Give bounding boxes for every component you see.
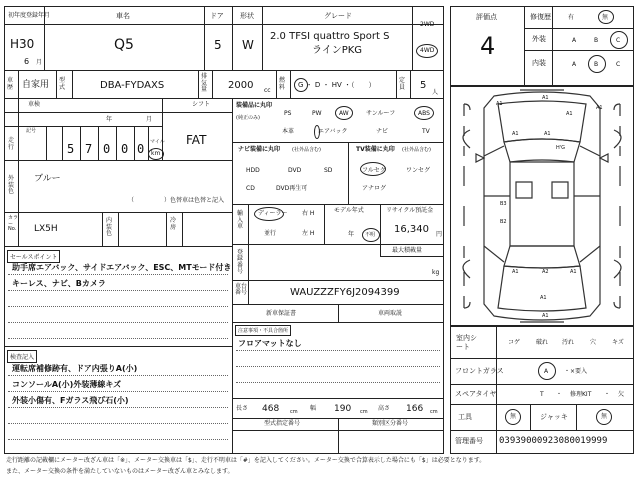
recycle-deposit-label: リサイクル預託金 — [386, 207, 434, 214]
mileage-digit-3: 0 — [103, 142, 111, 156]
seat-label: 室内シート — [456, 334, 477, 351]
sales-point-line2: キーレス、ナビ、Bカメラ — [12, 279, 106, 288]
use-value: 自家用 — [22, 80, 50, 90]
equip-abs: ABS — [418, 110, 430, 117]
inspection-label: 車検 — [28, 101, 41, 108]
equip-ps: PS — [284, 110, 292, 117]
navi-dvd-play: DVD再生可 — [276, 185, 308, 192]
interior-grade-c: C — [616, 61, 621, 68]
damage-mark-12: A1 — [570, 269, 577, 275]
shift-value: FAT — [186, 133, 207, 147]
equip-sunroof: サンルーフ — [366, 110, 396, 117]
grade-line2: ラインPKG — [312, 45, 363, 56]
cc-unit: cc — [264, 87, 271, 94]
damage-mark-10: A1 — [512, 269, 519, 275]
spare-tire-kit: 修理KIT — [570, 391, 592, 398]
width-value: 190 — [334, 404, 352, 414]
notes-value: フロアマットなし — [238, 339, 302, 348]
jack-label: ジャッキ — [540, 413, 568, 421]
equipment-label: 装備品に丸印 — [236, 102, 273, 109]
height-label: 高さ — [378, 405, 391, 412]
sales-point-label: セールスポイント — [7, 250, 60, 263]
equip-airbag: エアバック — [318, 128, 348, 135]
damage-mark-3: A1 — [596, 105, 603, 111]
navi-sub: (社外品含む) — [292, 147, 321, 153]
equipment-sub: (純正のみ) — [236, 115, 260, 121]
recycle-label: 冷房 — [170, 217, 177, 231]
equip-pw: PW — [312, 110, 322, 117]
month-suffix: 月 — [36, 59, 43, 66]
seat-tear: 破れ — [536, 339, 549, 346]
tv-analog: アナログ — [362, 185, 387, 192]
grade-label: グレード — [324, 12, 352, 20]
door-count: 5 — [214, 38, 222, 52]
color-value: ブルー — [34, 174, 61, 184]
inspector-note-2: コンソールA(小)外装薄線キズ — [12, 380, 122, 389]
model-year-year: 年 — [348, 231, 355, 238]
score-label: 評価点 — [476, 13, 497, 21]
equip-aw: AW — [339, 110, 349, 117]
seat-dirt: 汚れ — [562, 339, 575, 346]
repair-yes: 有 — [568, 14, 575, 21]
damage-mark-2: A1 — [496, 101, 503, 107]
notes-label: 注意事項・不具合箇所 — [235, 325, 291, 336]
damage-mark-14: A1 — [542, 313, 549, 319]
interior-color-label: 内装色 — [106, 217, 113, 238]
control-no-value: 03939000923080019999 — [499, 436, 608, 446]
cc-value: 2000 — [228, 80, 254, 91]
exterior-label: 外装 — [532, 35, 546, 43]
import-dealer: ディーラー — [258, 210, 288, 217]
recycle-deposit-value: 16,340 — [394, 224, 429, 235]
length-label: 長さ — [236, 405, 249, 412]
door-label: ドア — [210, 12, 224, 20]
model-year-unknown: 不明 — [365, 232, 376, 238]
equip-navi: ナビ — [376, 128, 389, 135]
max-load-unit: kg — [432, 269, 440, 276]
warranty-new-car: 新車保証書 — [266, 310, 297, 317]
length-unit: cm — [290, 409, 298, 415]
month-value: 6 — [24, 57, 30, 66]
spare-tire-dot1: ・ — [556, 391, 563, 398]
footer-line2: また、メーター交換の条件を満たしていないものはメーター改ざん車とみなします。 — [6, 468, 234, 475]
spare-tire-t: T — [540, 391, 544, 398]
damage-mark-6: A1 — [544, 131, 551, 137]
shape-label: 形状 — [240, 12, 254, 20]
year-value: H30 — [10, 37, 35, 51]
repair-label: 修復歴 — [530, 13, 551, 21]
equip-tv: TV — [422, 128, 430, 135]
spare-tire-dot2: ・ — [604, 391, 611, 398]
spare-tire-missing: 欠 — [618, 391, 625, 398]
front-glass-mark: A — [544, 368, 549, 375]
model-value: DBA-FYDAXS — [100, 80, 165, 91]
reg-no-label: 登録番号 — [237, 249, 244, 275]
shape-value: W — [242, 38, 254, 52]
drive-2wd: 2WD — [420, 21, 435, 28]
width-label: 幅 — [310, 405, 317, 412]
shift-label: シフト — [192, 101, 211, 108]
import-label: 輸入車 — [237, 210, 244, 231]
mileage-label: 走行 — [8, 137, 15, 151]
navi-sd: SD — [324, 167, 333, 174]
drive-4wd: 4WD — [420, 47, 435, 54]
damage-mark-5: A1 — [512, 131, 519, 137]
width-unit: cm — [360, 409, 368, 415]
interior-label: 内装 — [532, 59, 546, 67]
car-name-label: 車名 — [116, 12, 130, 20]
front-glass-label: フロントガラス — [455, 367, 504, 375]
damage-mark-7: H'G — [556, 145, 566, 151]
damage-mark-8: B3 — [500, 201, 507, 207]
seat-hole: 穴 — [590, 339, 597, 346]
tv-sub: (社外品含む) — [402, 147, 431, 153]
import-left: 左 H — [302, 230, 315, 237]
capacity-unit: 人 — [432, 89, 439, 96]
color-code-label: カラーNo. — [8, 215, 19, 232]
unit-km: km — [151, 150, 161, 157]
sales-point-line1: 助手席エアバック、サイドエアバック、ESC、MTモード付き — [12, 263, 232, 272]
fuel-value: G ・ D ・ HV ・（ ） — [298, 81, 376, 89]
vin-value: WAUZZZFY6J2094399 — [290, 287, 400, 298]
footer-line1: 走行距離の記載欄にメーター改ざん車は「※」、メーター交換車は「$」、走行不明車は「#」を記入してください。メーター交換で合算表示した場合にも「$」は必要となります。 — [6, 457, 486, 464]
inspector-note-1: 運転席補修跡有、ドア内張りA(小) — [12, 364, 138, 373]
navi-label: ナビ装備に丸印 — [238, 146, 281, 153]
model-label: 型式 — [59, 77, 66, 91]
inspector-notes-label: 検査記入 — [7, 350, 37, 363]
unit-mile: マイル — [150, 139, 165, 145]
interior-grade-b: B — [594, 61, 599, 68]
vin-label: 車台番号 — [235, 283, 248, 297]
color-code-value: LX5H — [34, 224, 58, 234]
model-year-label: モデル年式 — [334, 207, 364, 214]
equip-leather: 本革 — [282, 128, 295, 135]
fuel-label: 燃料 — [279, 77, 286, 91]
length-value: 468 — [262, 404, 280, 414]
seat-scratch: キズ — [612, 339, 624, 346]
capacity-label: 定員 — [399, 77, 406, 91]
import-right: 右 H — [302, 210, 315, 217]
jack-value: 無 — [601, 413, 608, 420]
car-name: Q5 — [114, 37, 134, 53]
tools-label: 工具 — [458, 413, 472, 421]
inspection-year: 年 — [106, 116, 113, 123]
damage-mark-1: A1 — [542, 95, 549, 101]
mileage-digit-2: 7 — [85, 142, 93, 156]
cc-label: 排気量 — [201, 73, 208, 94]
reg-year-label: 初年度登録年月 — [8, 12, 51, 19]
recycle-deposit-unit: 円 — [436, 231, 443, 238]
type-no-label: 型式指定番号 — [264, 420, 301, 427]
color-label: 外装色 — [8, 175, 15, 196]
spare-tire-label: スペアタイヤ — [455, 390, 497, 398]
navi-dvd: DVD — [288, 167, 302, 174]
damage-mark-9: B2 — [500, 219, 507, 225]
car-damage-diagram — [450, 86, 634, 326]
class-no-label: 類別区分番号 — [372, 420, 409, 427]
control-no-label: 管理番号 — [455, 437, 483, 445]
navi-hdd: HDD — [246, 167, 260, 174]
height-value: 166 — [406, 404, 424, 414]
inspection-month: 月 — [146, 116, 153, 123]
damage-mark-13: A1 — [540, 295, 547, 301]
color-note: （ ）色替車は色替と記入 — [128, 197, 225, 204]
score-value: 4 — [480, 32, 496, 60]
navi-cd: CD — [246, 185, 255, 192]
mileage-digit-1: 5 — [67, 142, 75, 156]
height-unit: cm — [430, 409, 438, 415]
exterior-grade-a: A — [572, 37, 577, 44]
damage-mark-4: A1 — [566, 111, 573, 117]
tv-label: TV装備に丸印 — [356, 146, 395, 153]
exterior-grade-b: B — [594, 37, 599, 44]
inspector-note-3: 外装小傷有、Fガラス飛び石(小) — [12, 396, 129, 405]
mileage-digit-5: 0 — [137, 142, 145, 156]
mileage-digit-4: 0 — [121, 142, 129, 156]
seat-burn: コゲ — [508, 339, 521, 346]
tv-oneseg: ワンセグ — [406, 167, 431, 174]
tv-fullseg: フルセグ — [362, 167, 386, 174]
import-parallel: 並行 — [264, 230, 277, 237]
capacity-value: 5 — [420, 80, 427, 91]
damage-mark-11: A2 — [542, 269, 549, 275]
front-glass-note: ・×要入 — [564, 368, 588, 375]
tools-value: 無 — [510, 413, 517, 420]
mileage-note-label: 記号 — [26, 128, 37, 134]
interior-grade-a: A — [572, 61, 577, 68]
max-load-label: 最大積載量 — [392, 247, 423, 254]
repair-no: 無 — [602, 14, 609, 21]
grade-line1: 2.0 TFSI quattro Sport S — [270, 31, 390, 42]
warranty-manual: 車両取説 — [378, 310, 403, 317]
exterior-grade-c: C — [616, 37, 621, 44]
use-label: 車歴 — [7, 77, 14, 91]
